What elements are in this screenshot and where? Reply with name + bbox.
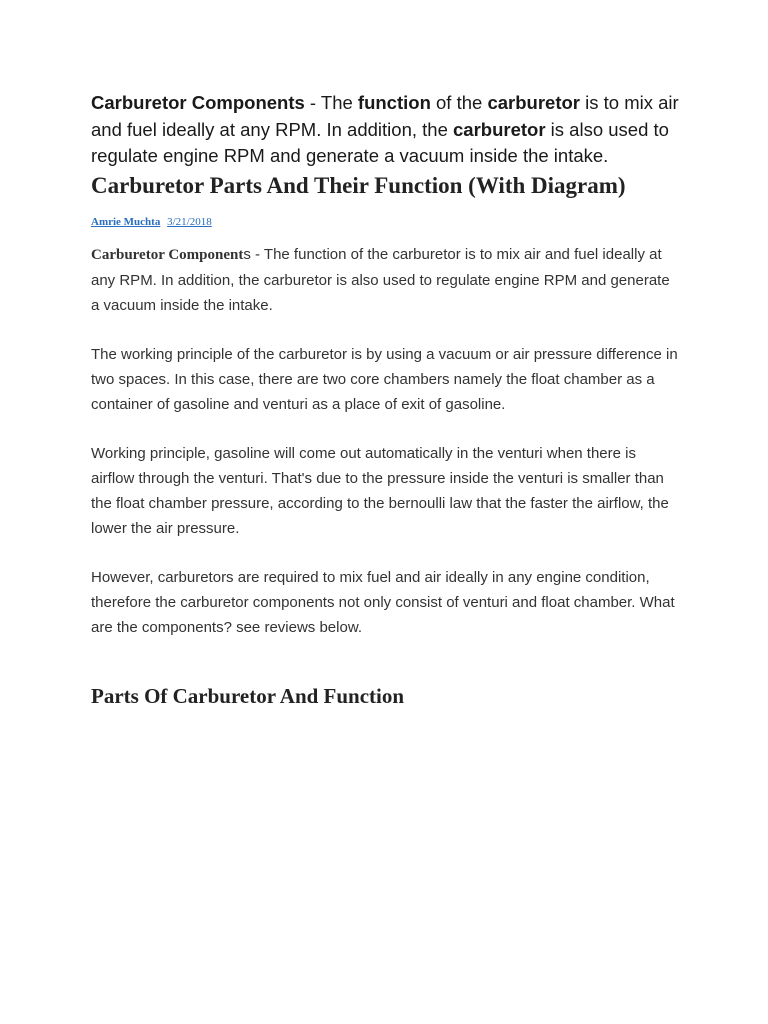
paragraph-3: Working principle, gasoline will come out automatically in the venturi when there is airflow through the venturi. That's due to the pressure inside the venturi is smaller than the float chamber pressure, according to the bernoulli law that the faster the airflow, the lower the air pressure. xyxy=(91,444,669,537)
paragraph-4: However, carburetors are required to mix fuel and air ideally in any engine condition, therefore the carburetor components not only consist of venturi and float chamber. What are the components? see reviews below. xyxy=(91,568,675,636)
intro-text-1: - The xyxy=(304,92,358,113)
paragraph-2: The working principle of the carburetor is by using a vacuum or air pressure difference in two spaces. In this case, there are two core chambers namely the float chamber as a container of gasoline and venturi as a place of exit of gasoline. xyxy=(91,345,678,413)
intro-term-carburetor: carburetor xyxy=(487,92,580,113)
article-title: Carburetor Parts And Their Function (With Diagram) xyxy=(91,172,626,198)
intro-paragraph xyxy=(91,90,681,202)
intro-term-carburetor-components: Carburetor Components xyxy=(91,92,305,113)
post-meta xyxy=(91,216,681,228)
article-content xyxy=(91,90,681,709)
paragraph-1 xyxy=(91,242,681,318)
date-link[interactable]: 3/21/2018 xyxy=(167,215,212,228)
section-heading: Parts Of Carburetor And Function xyxy=(91,683,405,708)
paragraph-1-text: s - The function of the carburetor is to mix air and fuel ideally at any RPM. In addition, the carburetor is also used to regulate engine RPM and generate a vacuum inside the intake. xyxy=(91,245,670,314)
intro-term-function: function xyxy=(357,92,431,113)
intro-text-4: is also used to regulate engine RPM and generate a vacuum inside the intake. xyxy=(91,118,669,166)
author-link[interactable]: Amrie Muchta xyxy=(91,215,161,228)
intro-text-2: of the xyxy=(430,92,488,113)
intro-term-carburetor-2: carburetor xyxy=(453,118,546,140)
intro-text-3: is to mix air and fuel ideally at any RPM. In addition, the xyxy=(91,92,679,140)
paragraph-1-lead: Carburetor Component xyxy=(91,246,244,263)
